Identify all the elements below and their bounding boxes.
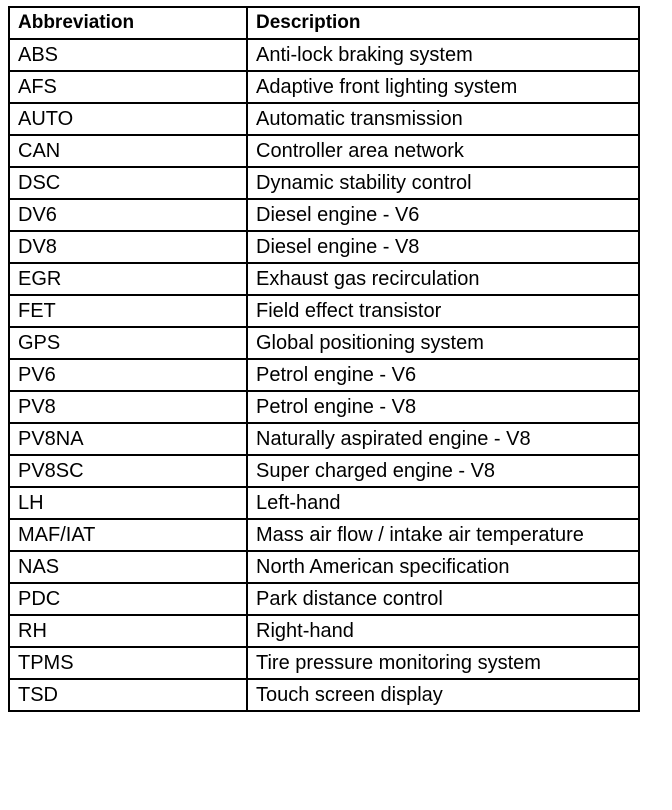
description-cell: Left-hand: [247, 487, 639, 519]
header-description: Description: [247, 7, 639, 39]
description-cell: Field effect transistor: [247, 295, 639, 327]
table-row: [9, 615, 639, 647]
header-row: [9, 7, 639, 39]
abbreviation-cell: AUTO: [9, 103, 247, 135]
table-row: [9, 199, 639, 231]
header-abbreviation: Abbreviation: [9, 7, 247, 39]
abbreviation-cell: PV8NA: [9, 423, 247, 455]
abbreviation-cell: AFS: [9, 71, 247, 103]
abbreviation-cell: RH: [9, 615, 247, 647]
abbreviation-table: [8, 6, 640, 712]
table-row: [9, 71, 639, 103]
table-header: [9, 7, 639, 39]
table-row: [9, 423, 639, 455]
abbreviation-cell: TPMS: [9, 647, 247, 679]
abbreviation-cell: DV6: [9, 199, 247, 231]
description-cell: Naturally aspirated engine - V8: [247, 423, 639, 455]
abbreviation-cell: TSD: [9, 679, 247, 711]
table-row: [9, 103, 639, 135]
table-row: [9, 39, 639, 71]
abbreviation-cell: NAS: [9, 551, 247, 583]
description-cell: Right-hand: [247, 615, 639, 647]
abbreviation-cell: LH: [9, 487, 247, 519]
table-row: [9, 391, 639, 423]
abbreviation-cell: GPS: [9, 327, 247, 359]
abbreviation-cell: EGR: [9, 263, 247, 295]
description-cell: Petrol engine - V8: [247, 391, 639, 423]
description-cell: Dynamic stability control: [247, 167, 639, 199]
abbreviation-cell: PDC: [9, 583, 247, 615]
description-cell: Mass air flow / intake air temperature: [247, 519, 639, 551]
abbreviation-cell: CAN: [9, 135, 247, 167]
table-row: [9, 647, 639, 679]
description-cell: Diesel engine - V8: [247, 231, 639, 263]
abbreviation-cell: PV8SC: [9, 455, 247, 487]
description-cell: Controller area network: [247, 135, 639, 167]
abbreviation-cell: DV8: [9, 231, 247, 263]
table-row: [9, 679, 639, 711]
abbreviation-cell: DSC: [9, 167, 247, 199]
description-cell: Super charged engine - V8: [247, 455, 639, 487]
abbreviation-cell: FET: [9, 295, 247, 327]
table-row: [9, 455, 639, 487]
table-row: [9, 327, 639, 359]
table-row: [9, 295, 639, 327]
table-row: [9, 583, 639, 615]
table-row: [9, 167, 639, 199]
abbreviation-cell: MAF/IAT: [9, 519, 247, 551]
description-cell: Touch screen display: [247, 679, 639, 711]
description-cell: Petrol engine - V6: [247, 359, 639, 391]
table-row: [9, 359, 639, 391]
description-cell: Global positioning system: [247, 327, 639, 359]
description-cell: Anti-lock braking system: [247, 39, 639, 71]
table-row: [9, 231, 639, 263]
description-cell: Adaptive front lighting system: [247, 71, 639, 103]
table-row: [9, 135, 639, 167]
table-row: [9, 519, 639, 551]
description-cell: Park distance control: [247, 583, 639, 615]
description-cell: Exhaust gas recirculation: [247, 263, 639, 295]
description-cell: North American specification: [247, 551, 639, 583]
description-cell: Diesel engine - V6: [247, 199, 639, 231]
table-row: [9, 263, 639, 295]
table-body: [9, 39, 639, 711]
abbreviation-cell: PV8: [9, 391, 247, 423]
description-cell: Automatic transmission: [247, 103, 639, 135]
description-cell: Tire pressure monitoring system: [247, 647, 639, 679]
abbreviation-cell: ABS: [9, 39, 247, 71]
abbreviation-cell: PV6: [9, 359, 247, 391]
table-row: [9, 551, 639, 583]
table-row: [9, 487, 639, 519]
